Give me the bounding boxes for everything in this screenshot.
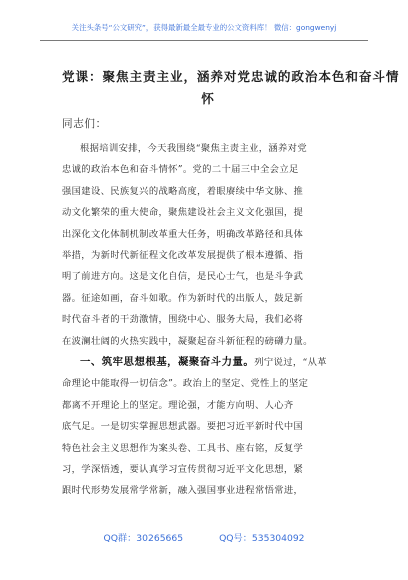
section-first-line (62, 352, 358, 373)
document-title-line-2: 怀 (201, 91, 215, 106)
paragraph-line: 举措，为新时代新征程文化改革发展提供了根本遵循、指 (62, 249, 304, 261)
paragraph-line: 特色社会主义思想作为案头卷、工具书、座右铭，反复学 (62, 442, 304, 454)
paragraph-line: 动文化繁荣的重大使命，聚焦建设社会主义文化强国，提 (62, 207, 304, 219)
paragraph-line: 都离不开理论上的坚定。理论强，才能方向明、人心齐 (62, 399, 294, 411)
paragraph-section-1 (62, 352, 358, 502)
salutation: 同志们： (62, 118, 107, 130)
paragraph-line: 出深化文化体制机制改革重大任务，明确改革路径和具体 (62, 228, 304, 240)
section-first-line-text: 列宁说过，“从革 (254, 357, 327, 368)
paragraph-line: 根据培训安排，今天我围绕“聚焦主责主业，涵养对党 (80, 143, 307, 154)
paragraph-line: 底气足。一是切实掌握思想武器。要把习近平新时代中国 (62, 421, 304, 433)
footer-qq-group: QQ群：30265665 (103, 533, 184, 544)
header-banner: 关注头条号“公文研究”，获得最新最全最专业的公文资料库！ 微信：gongwenyj (71, 23, 337, 32)
paragraph-line: 器。征途如画，奋斗如歌。作为新时代的出版人，鼓足新 (62, 292, 304, 304)
footer-qq: QQ号：535304092 (219, 533, 305, 544)
paragraph-line: 时代奋斗者的干劲激情，围绕中心、服务大局，我们必将 (62, 314, 304, 326)
paragraph-line: 明了前进方向。这是文化自信，是民心士气，也是斗争武 (62, 271, 304, 283)
header-divider (40, 40, 368, 41)
paragraph-line: 强国建设、民族复兴的战略高度，着眼赓续中华文脉、推 (62, 185, 304, 197)
paragraph-line: 忠诚的政治本色和奋斗情怀”。党的二十届三中全会立足 (62, 164, 299, 176)
document-title-line-1: 党课：聚焦主责主业，涵养对党忠诚的政治本色和奋斗情 (62, 69, 400, 84)
paragraph-line: 跟时代形势发展常学常新，融入强国事业进程常悟常进， (62, 485, 304, 497)
document-title (62, 66, 400, 110)
paragraph-line: 习，学深悟透，要认真学习宣传贯彻习近平文化思想，紧 (62, 463, 304, 475)
paragraph-intro (62, 138, 358, 352)
footer-contact (0, 530, 408, 544)
paragraph-line: 在波澜壮阔的火热实践中，凝聚起奋斗新征程的磅礴力量。 (62, 335, 313, 347)
section-heading: 一、筑牢思想根基，凝聚奋斗力量。 (80, 356, 255, 368)
paragraph-line: 命理论中能取得一切信念”。政治上的坚定、党性上的坚定 (62, 378, 309, 390)
